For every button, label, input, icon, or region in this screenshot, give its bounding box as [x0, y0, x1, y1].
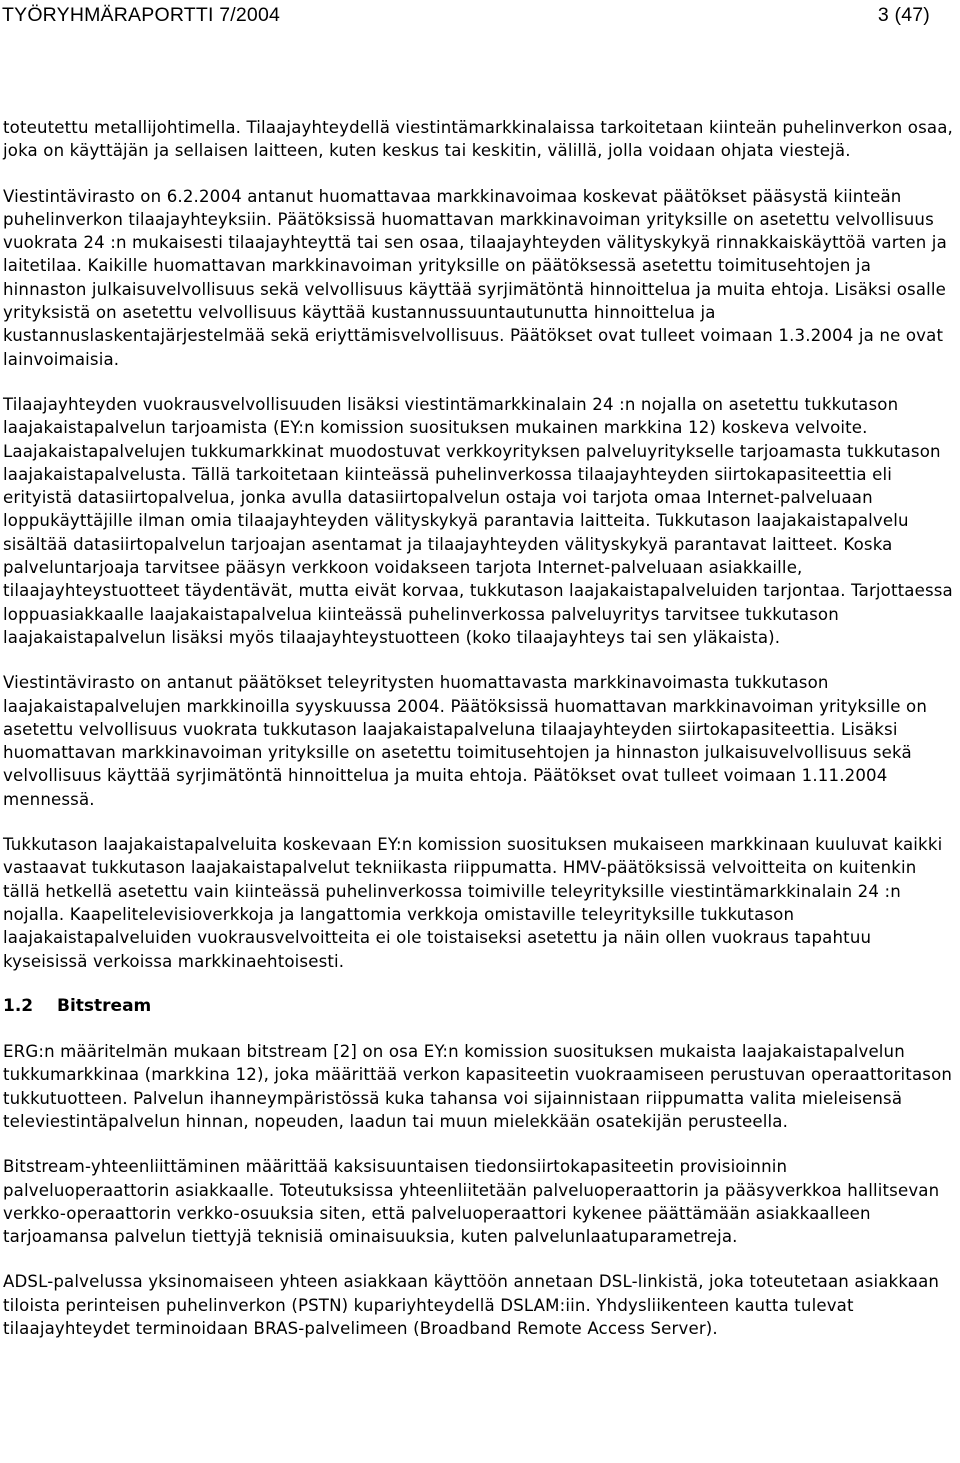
section-heading: [3, 995, 958, 1018]
paragraph: Tukkutason laajakaistapalveluita koskevaan EY:n komission suosituksen mukaiseen markkinaan kuuluvat kaikki vastaavat tukkutason laajakaistapalvelut tekniikasta riippumatta. HMV-päätöksissä velvoitteita on kuitenkin tällä hetkellä asetettu vain kiinteässä puhelinverkossa toimiville teleyrityksille viestintämarkkinalain 24 :n nojalla. Kaapelitelevisioverkkoja ja langattomia verkkoja omistaville teleyrityksille tukkutason laajakaistapalveluiden vuokrausvelvoitteita ei ole toistaiseksi asetettu ja näin ollen vuokraus tapahtuu kyseisissä verkoissa markkinaehtoisesti.: [3, 835, 943, 971]
section-title: Bitstream: [57, 995, 152, 1016]
paragraph: Viestintävirasto on 6.2.2004 antanut huomattavaa markkinavoimaa koskevat päätökset pääsystä kiinteän puhelinverkon tilaajayhteyksiin. Päätöksissä huomattavan markkinavoiman yrityksille on asetettu velvollisuus vuokrata 24 :n mukaisesti tilaajayhteyttä tai sen osaa, tilaajayhteyden välityskykyä rinnakkaiskäyttöä varten ja laitetilaa. Kaikille huomattavan markkinavoiman yrityksille on päätöksessä asetettu toimitusehtojen ja hinnaston julkaisuvelvollisuus sekä velvollisuus käyttää syrjimätöntä hinnoittelua ja muita ehtoja. Lisäksi osalle yrityksistä on asetettu velvollisuus käyttää kustannussuuntautunutta hinnoittelua ja kustannuslaskentajärjestelmää sekä eriyttämisvelvollisuus. Päätökset ovat tulleet voimaan 1.3.2004 ja ne ovat lainvoimaisia.: [3, 186, 947, 369]
page-header: [2, 0, 930, 30]
paragraph: Tilaajayhteyden vuokrausvelvollisuuden lisäksi viestintämarkkinalain 24 :n nojalla on asetettu tukkutason laajakaistapalvelun tarjoamista (EY:n komission suosituksen mukainen markkina 12) koskeva velvoite. Laajakaistapalvelujen tukkumarkkinat muodostuvat verkkoyrityksen palveluyritykselle tarjoamasta tukkutason laajakaistapalvelusta. Tällä tarkoitetaan kiinteässä puhelinverkossa tilaajayhteyden siirtokapasiteettia eli erityistä datasiirtopalvelua, jonka avulla datasiirtopalvelun ostaja voi tarjota omaa Internet-palveluaan loppukäyttäjille ilman omia tilaajayhteyden välityskykyä parantavia laitteita. Tukkutason laajakaistapalvelu sisältää datasiirtopalvelun tarjoajan asentamat ja tilaajayhteyden välityskykyä parantavat laitteet. Koska palveluntarjoaja tarvitsee pääsyn verkkoon voidakseen tarjota Internet-palveluaan asiakkaille, tilaajayhteystuotteet täydentävät, mutta eivät korvaa, tukkutason laajakaistapalveluiden tarjontaa. Tarjottaessa loppuasiakkaalle laajakaistapalvelua kiinteässä puhelinverkossa palveluyritys tarvitsee tukkutason laajakaistapalvelun lisäksi myös tilaajayhteystuotteen (koko tilaajayhteys tai sen yläkaista).: [3, 394, 953, 647]
paragraph: toteutettu metallijohtimella. Tilaajayhteydellä viestintämarkkinalaissa tarkoitetaan kiinteän puhelinverkon osaa, joka on käyttäjän ja sellaisen laitteen, kuten keskus tai keskitin, välillä, jolla voidaan ohjata viestejä.: [3, 118, 953, 161]
document-body: [3, 116, 958, 1362]
section-number: 1.2: [3, 995, 34, 1016]
paragraph: Bitstream-yhteenliittäminen määrittää kaksisuuntaisen tiedonsiirtokapasiteetin provisioinnin palveluoperaattorin asiakkaalle. Toteutuksissa yhteenliitetään palveluoperaattorin ja pääsyverkkoa hallitsevan verkko-operaattorin verkko-osuuksia siten, että palveluoperaattori kykenee päättämään asiakkaalleen tarjoamansa palvelun tiettyjä teknisiä ominaisuuksia, kuten palvelunlaatuparametreja.: [3, 1157, 940, 1247]
paragraph: ADSL-palvelussa yksinomaiseen yhteen asiakkaan käyttöön annetaan DSL-linkistä, joka toteutetaan asiakkaan tiloista perinteisen puhelinverkon (PSTN) kupariyhteydellä DSLAM:iin. Yhdysliikenteen kautta tulevat tilaajayhteydet terminoidaan BRAS-palvelimeen (Broadband Remote Access Server).: [3, 1272, 940, 1339]
report-title: TYÖRYHMÄRAPORTTI 7/2004: [2, 3, 281, 26]
page-number: 3 (47): [877, 3, 930, 26]
paragraph: Viestintävirasto on antanut päätökset teleyritysten huomattavasta markkinavoimasta tukkutason laajakaistapalvelujen markkinoilla syyskuussa 2004. Päätöksissä huomattavan markkinavoiman yrityksille on asetettu velvollisuus vuokrata tukkutason laajakaistapalveluna tilaajayhteyden siirtokapasiteettia. Lisäksi huomattavan markkinavoiman yrityksille on asetettu toimitusehtojen ja hinnaston julkaisuvelvollisuus sekä velvollisuus käyttää syrjimätöntä hinnoittelua ja muita ehtoja. Päätökset ovat tulleet voimaan 1.11.2004 mennessä.: [3, 673, 928, 809]
paragraph: ERG:n määritelmän mukaan bitstream [2] on osa EY:n komission suosituksen mukaista laajakaistapalvelun tukkumarkkinaa (markkina 12), joka määrittää verkon kapasiteetin vuokraamiseen perustuvan operaattoritason tukkutuotteen. Palvelun ihanneympäristössä kuka tahansa voi sijainnistaan riippumatta valita mieleisensä televiestintäpalvelun hinnan, nopeuden, laadun tai muun mielekkään osatekijän perusteella.: [3, 1042, 953, 1131]
